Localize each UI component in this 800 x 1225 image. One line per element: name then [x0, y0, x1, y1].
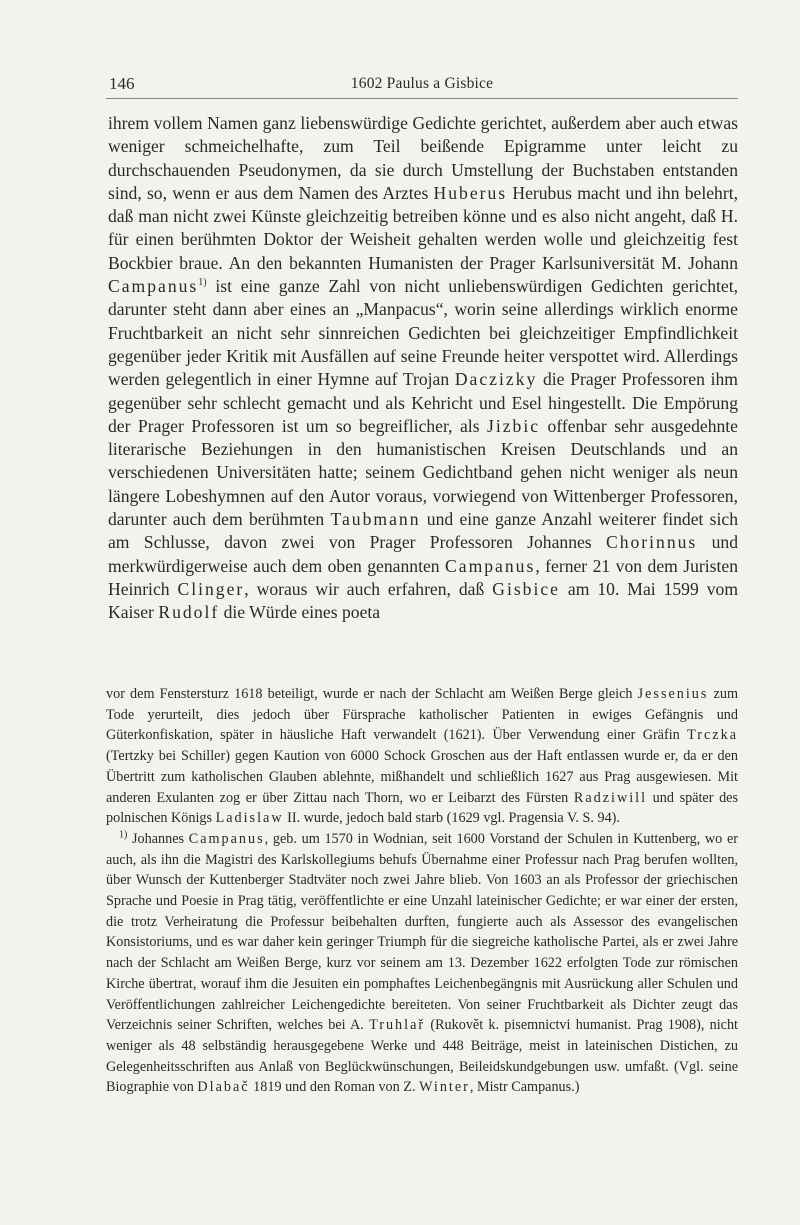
person-name: Campanus	[188, 830, 265, 847]
person-name: Winter	[419, 1079, 470, 1096]
text-segment: ist eine ganze Zahl von nicht unliebenswürdigen Gedichten gerichtet, darunter steht dann aber eines an „Manpacus“, worin seine allerdings wirklich enorme Fruchtbarkeit an nicht sehr sinnreichen Gedichten bei gleichzeitiger Empfindlichkeit gegenüber jeder Kritik mit Ausfällen auf seine Freunde heiter verspottet wird. Allerdings werden gelegentlich in einer Hymne auf Trojan	[108, 276, 738, 390]
person-name: Jizbic	[487, 415, 541, 436]
footnote-1	[106, 829, 738, 1098]
person-name: Taubmann	[330, 509, 421, 530]
text-segment: (Tertzky bei Schiller) gegen Kaution von 6000 Schock Groschen aus der Haft entlassen wurde er, da er den Übertritt zum katholischen Glauben ablehnte, mißhandelt und schließlich 1627 aus Prag ausgewiesen. Mit anderen Exulanten zog er über Zittau nach Thorn, wo er Leibarzt des Fürsten	[106, 748, 738, 806]
person-name: Ladislaw	[215, 810, 284, 827]
footnote-continuation	[106, 684, 738, 829]
text-segment: (Rukovět k. pisemnictvi humanist. Prag 1908), nicht weniger als 48 selbständig herausgegebene Werke und 448 Beiträge, meist in lateinischen Distichen, zu Gelegenheitsschriften aus Anlaß von Beglückwünschungen, Beileidskundgebungen usw. umfaßt. (Vgl. seine Biographie von	[106, 1017, 738, 1096]
text-segment: ihrem vollem Namen ganz liebenswürdige Gedichte gerichtet, außerdem aber auch etwas weniger schmeichelhafte, zum Teil beißende Epigramme unter leicht zu durchschauenden Pseudonymen, da sie durch Umstellung der Buchstaben entstanden sind, so, wenn er aus dem Namen des Arztes	[108, 113, 738, 203]
person-name: Clinger	[177, 578, 245, 599]
text-segment: vor dem Fenstersturz 1618 beteiligt, wurde er nach der Schlacht am Weißen Berge gleich	[106, 686, 638, 702]
footnotes	[106, 684, 738, 1098]
text-segment: und später des polnischen Königs	[106, 789, 738, 827]
person-name: Radziwill	[573, 789, 648, 806]
text-segment: II. wurde, jedoch bald starb (1629 vgl. Pragensia V. S. 94).	[283, 810, 620, 827]
person-name: Truhlař	[369, 1017, 426, 1034]
person-name: Gisbice	[492, 578, 560, 599]
text-segment: offenbar sehr ausgedehnte literarische Beziehungen in den humanistischen Kreisen Deutschlands und an verschiedenen Universitäten hatte; seinem Gedichtband gehen nicht weniger als neun längere Lobeshymnen auf den Autor voraus, vorwiegend von Wittenberger Professoren, darunter auch dem berühmten	[108, 415, 738, 530]
text-segment: zum Tode yerurteilt, dies jedoch über Fürsprache katholischer Patienten in ewiges Gefängnis und Güterkonfiskation, später in häusliche Haft verwandelt (1621). Über Verwendung einer Gräfin	[106, 686, 738, 744]
person-name: Campanus	[108, 276, 199, 297]
text-segment: Johannes	[127, 830, 189, 847]
running-title: 1602 Paulus a Gisbice	[350, 75, 494, 92]
footnote-marker: 1)	[198, 277, 207, 289]
person-name: Daczizky	[454, 369, 538, 390]
footnote-marker: 1)	[119, 829, 128, 841]
text-segment: und eine ganze Anzahl weiterer findet sich am Schlusse, davon zwei von Prager Professoren Johannes	[108, 509, 739, 553]
person-name: Chorinnus	[605, 532, 698, 553]
text-segment: die Prager Professoren ihm gegenüber sehr schlecht gemacht und als Kehricht und Esel hingestellt. Die Empörung der Prager Professoren ist um so begreiflicher, als	[108, 369, 738, 436]
page-number: 146	[109, 74, 135, 93]
text-segment: Herubus macht und ihn belehrt, daß man nicht zwei Künste gleichzeitig betreiben könne und es also nicht angeht, daß H. für einen berühmten Doktor der Weisheit gehalten werden wolle und gleichzeitig fest Bockbier braue. An den bekannten Humanisten der Prager Karlsuniversität M. Johann	[108, 182, 738, 273]
text-segment: die Würde eines poeta	[219, 602, 381, 623]
text-segment: , geb. um 1570 in Wodnian, seit 1600 Vorstand der Schulen in Kuttenberg, wo er auch, als ihn die Magistri des Karlskollegiums behufs Übernahme einer Professur nach Prag berufen wollten, über Wunsch der Kuttenberger Stadtväter noch zwei Jahre blieb. Von 1603 an als Professor der griechischen Sprache und Poesie in Prag tätig, veröffentlichte er eine Unzahl lateinischer Gedichte; er war einer der ersten, die trotz Verheiratung die Professur beibehalten durften, fungierte auch als Assessor des evangelischen Konsistoriums, und es war daher kein geringer Triumph für die siegreiche katholische Partei, als er zwei Jahre nach der Schlacht am Weißen Berge, kurz vor seinem am 13. Dezember 1622 erfolgten Tode zur römischen Kirche übertrat, worauf ihm die Jesuiten ein pomphaftes Leichenbegängnis mit Ausrückung aller Schulen und Veröffentlichungen zahlreicher Leichengedichte bereiteten. Von seiner Fruchtbarkeit als Dichter zeugt das Verzeichnis seiner Schriften, welches bei A.	[106, 830, 738, 1034]
text-segment: am 10. Mai 1599 vom Kaiser	[108, 578, 738, 623]
text-segment: und merkwürdigerweise auch dem oben genannten	[108, 532, 738, 576]
text-segment: , Mistr Campanus.)	[469, 1079, 580, 1096]
person-name: Trczka	[687, 727, 738, 744]
text-segment: 1819 und den Roman von Z.	[249, 1079, 420, 1096]
person-name: Dlabač	[197, 1079, 250, 1096]
main-paragraph	[108, 112, 738, 625]
text-segment: , woraus wir auch erfahren, daß	[244, 578, 493, 599]
person-name: Huberus	[433, 182, 508, 203]
person-name: Rudolf	[158, 602, 220, 623]
page-header	[106, 72, 738, 99]
person-name: Campanus	[445, 555, 536, 576]
person-name: Jessenius	[637, 686, 709, 702]
text-segment: , ferner 21 von dem Juristen Heinrich	[108, 555, 739, 599]
